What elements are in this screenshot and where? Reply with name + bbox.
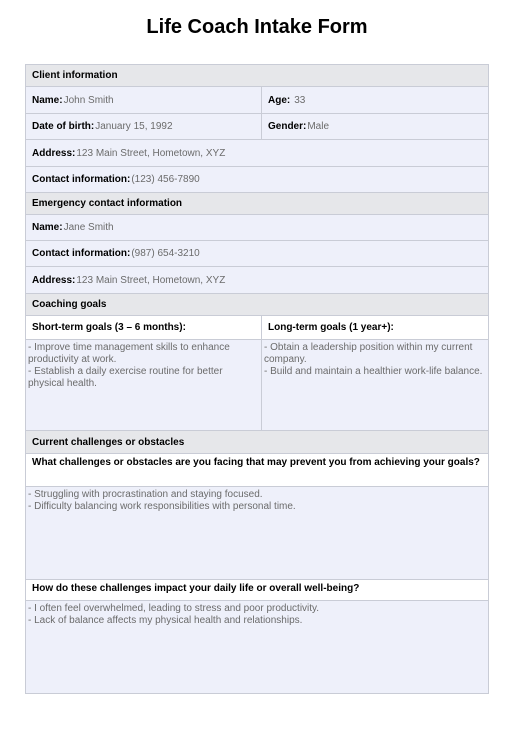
field-label: Contact information: bbox=[32, 248, 131, 259]
client-gender-value: Male bbox=[307, 121, 330, 132]
challenges-question-2-row bbox=[26, 580, 488, 601]
goal-item: - Obtain a leadership position within my current company. bbox=[264, 342, 473, 365]
answer-line: - Lack of balance affects my physical health and relationships. bbox=[28, 615, 303, 626]
goal-item: - Build and maintain a healthier work-life balance. bbox=[264, 366, 483, 377]
client-name-field[interactable] bbox=[26, 87, 262, 113]
short-term-goals-label: Short-term goals (3 – 6 months): bbox=[26, 316, 262, 339]
client-dob-field[interactable] bbox=[26, 114, 262, 139]
client-address-row bbox=[26, 140, 488, 167]
client-dob-value: January 15, 1992 bbox=[95, 121, 173, 132]
goals-labels-row bbox=[26, 316, 488, 340]
client-age-value: 33 bbox=[294, 94, 306, 106]
challenges-answer-1-textarea[interactable] bbox=[26, 487, 488, 579]
goals-answers-row bbox=[26, 340, 488, 431]
challenges-answer-2-textarea[interactable] bbox=[26, 601, 488, 693]
emergency-contact-value: (987) 654-3210 bbox=[131, 248, 200, 259]
field-label: Gender: bbox=[268, 121, 307, 132]
emergency-contact-field[interactable] bbox=[26, 241, 488, 266]
emergency-contact-row bbox=[26, 241, 488, 267]
goals-section-header bbox=[26, 294, 488, 316]
answer-line: - I often feel overwhelmed, leading to stress and poor productivity. bbox=[28, 603, 320, 614]
emergency-name-row bbox=[26, 215, 488, 241]
field-label: Date of birth: bbox=[32, 121, 95, 132]
long-term-goals-textarea[interactable] bbox=[262, 340, 488, 430]
emergency-section-header bbox=[26, 193, 488, 215]
field-label: Address: bbox=[32, 147, 76, 159]
section-title: Client information bbox=[26, 65, 488, 86]
client-dob-gender-row bbox=[26, 114, 488, 140]
client-name-value: John Smith bbox=[63, 94, 114, 106]
challenges-question-2: How do these challenges impact your daily life or overall well-being? bbox=[26, 580, 488, 600]
client-contact-row bbox=[26, 167, 488, 193]
challenges-question-1-row bbox=[26, 454, 488, 487]
field-label: Name: bbox=[32, 94, 63, 106]
field-label: Name: bbox=[32, 222, 63, 233]
challenges-answer-2-row bbox=[26, 601, 488, 693]
field-label: Age: bbox=[268, 94, 291, 106]
emergency-address-value: 123 Main Street, Hometown, XYZ bbox=[76, 274, 226, 286]
client-contact-field[interactable] bbox=[26, 167, 488, 192]
challenges-section-header bbox=[26, 431, 488, 454]
form-title: Life Coach Intake Form bbox=[146, 16, 368, 38]
emergency-address-row bbox=[26, 267, 488, 294]
client-contact-value: (123) 456-7890 bbox=[131, 174, 200, 185]
goal-item: - Improve time management skills to enhance productivity at work. bbox=[28, 342, 230, 365]
section-title: Current challenges or obstacles bbox=[26, 431, 488, 453]
answer-line: - Struggling with procrastination and staying focused. bbox=[28, 489, 263, 500]
field-label: Address: bbox=[32, 274, 76, 286]
long-term-goals-label: Long-term goals (1 year+): bbox=[262, 316, 488, 339]
client-address-field[interactable] bbox=[26, 140, 488, 166]
field-label: Contact information: bbox=[32, 174, 131, 185]
section-title: Coaching goals bbox=[26, 294, 488, 315]
emergency-address-field[interactable] bbox=[26, 267, 488, 293]
client-gender-field[interactable] bbox=[262, 114, 488, 139]
emergency-name-field[interactable] bbox=[26, 215, 488, 240]
challenges-question-1: What challenges or obstacles are you facing that may prevent you from achieving your goals? bbox=[26, 454, 488, 486]
client-section-header bbox=[26, 65, 488, 87]
goal-item: - Establish a daily exercise routine for better physical health. bbox=[28, 366, 223, 389]
emergency-name-value: Jane Smith bbox=[63, 222, 114, 233]
section-title: Emergency contact information bbox=[26, 193, 488, 214]
client-name-age-row bbox=[26, 87, 488, 114]
short-term-goals-textarea[interactable] bbox=[26, 340, 262, 430]
client-age-field[interactable] bbox=[262, 87, 488, 113]
challenges-answer-1-row bbox=[26, 487, 488, 580]
client-address-value: 123 Main Street, Hometown, XYZ bbox=[76, 147, 226, 159]
answer-line: - Difficulty balancing work responsibilities with personal time. bbox=[28, 501, 296, 512]
intake-form bbox=[25, 64, 489, 694]
